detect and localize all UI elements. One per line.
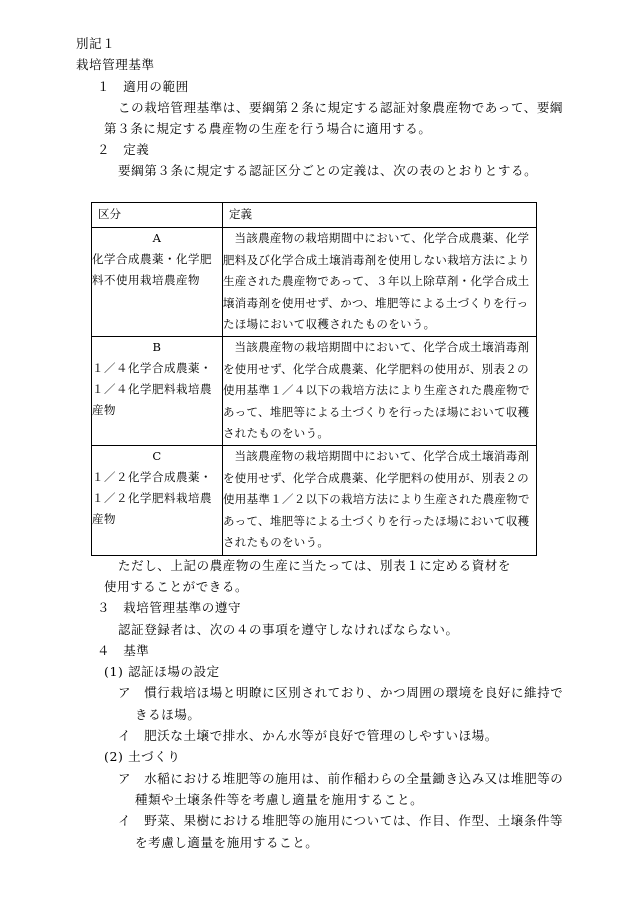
section-2-body: 要綱第３条に規定する認証区分ごとの定義は、次の表のとおりとする。	[118, 163, 538, 178]
item-a-line-2: 種類や土壌条件等を考慮し適量を施用すること。	[135, 792, 424, 807]
after-table-note-line-2: 使用することができる。	[104, 579, 249, 594]
category-name: 化学合成農薬・化学肥料不使用栽培農産物	[92, 252, 212, 287]
category-cell	[92, 445, 223, 555]
section-3-body: 認証登録者は、次の４の事項を遵守しなければならない。	[118, 622, 459, 637]
category-letter: A	[152, 231, 162, 245]
definition-cell: 当該農産物の栽培期間中において、化学合成土壌消毒剤を使用せず、化学合成農薬、化学肥料の使用が、別表２の使用基準１／２以下の栽培方法により生産された農産物であって、堆肥等による土づくりを行ったほ場において収穫されたものをいう。	[223, 445, 537, 555]
category-letter: C	[152, 448, 162, 463]
certification-category-table	[91, 202, 537, 556]
table-header-row	[92, 203, 537, 228]
item-i: イ 肥沃な土壌で排水、かん水等が良好で管理のしやすいほ場。	[118, 728, 498, 743]
category-cell	[92, 336, 223, 445]
table-row	[92, 445, 537, 555]
page-title: 栽培管理基準	[76, 57, 155, 72]
definition-cell: 当該農産物の栽培期間中において、化学合成土壌消毒剤を使用せず、化学合成農薬、化学肥料の使用が、別表２の使用基準１／４以下の栽培方法により生産された農産物であって、堆肥等による土づくりを行ったほ場において収穫されたものをいう。	[223, 336, 537, 445]
definition-cell: 当該農産物の栽培期間中において、化学合成農薬、化学肥料及び化学合成土壌消毒剤を使用しない栽培方法により生産された農産物であって、３年以上除草剤・化学合成土壌消毒剤を使用せず、かつ、堆肥等による土づくりを行ったほ場において収穫されたものをいう。	[223, 228, 537, 337]
category-letter: B	[152, 339, 162, 354]
category-cell	[92, 228, 223, 337]
item-i-line-2: を考慮し適量を施用すること。	[135, 835, 319, 850]
section-4-heading: ４ 基準	[97, 643, 150, 658]
item-a-line-1: ア 水稲における堆肥等の施用は、前作稲わらの全量鋤き込み又は堆肥等の	[118, 771, 564, 786]
table-header-category: 区分	[92, 203, 223, 228]
table-row	[92, 228, 537, 337]
table-header-definition: 定義	[223, 203, 537, 228]
section-3-heading: ３ 栽培管理基準の遵守	[97, 600, 242, 615]
after-table-note-line-1: ただし、上記の農産物の生産に当たっては、別表１に定める資材を	[118, 558, 512, 573]
table-row	[92, 336, 537, 445]
subsection-2-heading: (2) 土づくり	[104, 749, 181, 764]
section-2-heading: ２ 定義	[97, 142, 150, 157]
item-a-line-1: ア 慣行栽培ほ場と明瞭に区別されており、かつ周囲の環境を良好に維持で	[118, 685, 564, 700]
subsection-1-heading: (1) 認証ほ場の設定	[104, 664, 220, 679]
item-a-line-2: きるほ場。	[135, 707, 201, 722]
category-name: １／２化学合成農薬・１／２化学肥料栽培農産物	[92, 469, 212, 526]
section-1-body-line-1: この栽培管理基準は、要綱第２条に規定する認証対象農産物であって、要綱	[118, 100, 564, 115]
appendix-label: 別記１	[76, 36, 116, 51]
section-1-heading: １ 適用の範囲	[97, 79, 189, 94]
item-i-line-1: イ 野菜、果樹における堆肥等の施用については、作目、作型、土壌条件等	[118, 813, 564, 828]
category-name: １／４化学合成農薬・１／４化学肥料栽培農産物	[92, 360, 212, 417]
section-1-body-line-2: 第３条に規定する農産物の生産を行う場合に適用する。	[104, 121, 432, 136]
